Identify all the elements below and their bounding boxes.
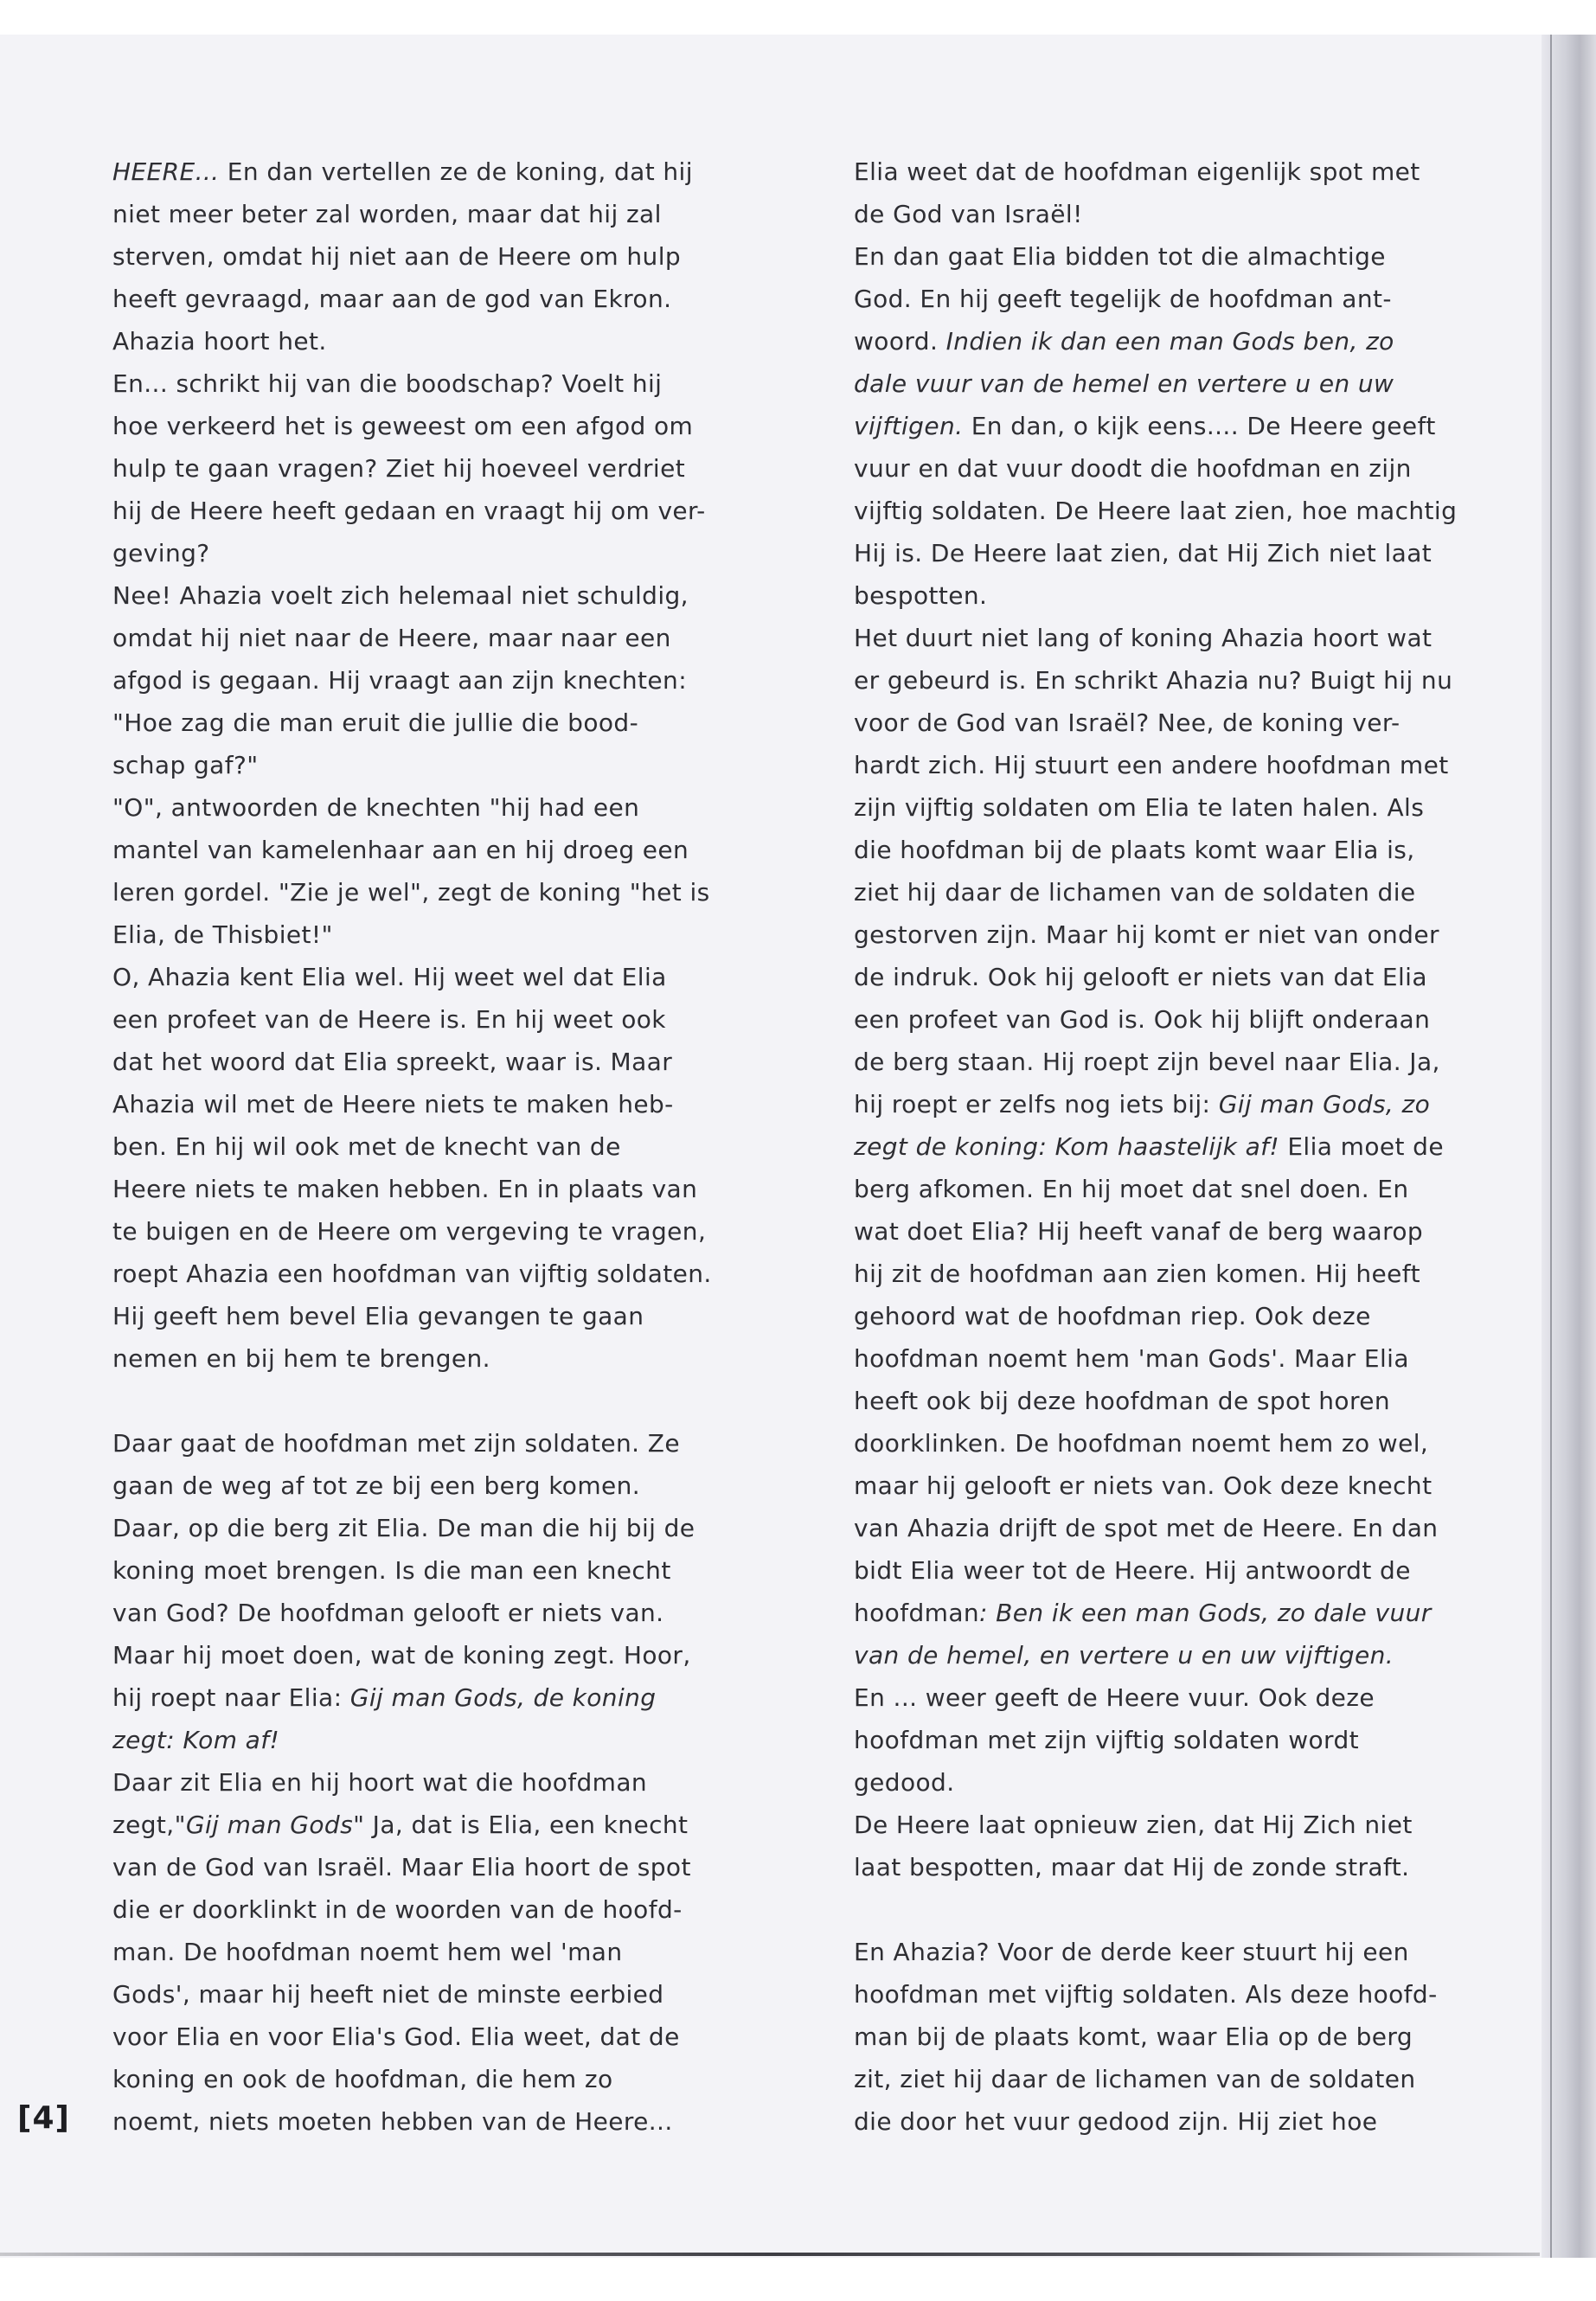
text-line (854, 1083, 1477, 1125)
paragraph-gap (854, 1888, 1477, 1931)
text-line (854, 447, 1477, 490)
text-run: afgod is gegaan. Hij vraagt aan zijn knechten: (112, 666, 688, 695)
text-run: die hoofdman bij de plaats komt waar Elia is, (854, 836, 1415, 864)
text-line (854, 1125, 1477, 1168)
text-line (854, 1168, 1477, 1210)
text-line (854, 913, 1477, 956)
text-line (112, 617, 735, 659)
text-line (112, 235, 735, 278)
text-line (112, 1676, 735, 1719)
italic-text-run: zegt de koning: Kom haastelijk af! (854, 1132, 1280, 1161)
text-run: hardt zich. Hij stuurt een andere hoofdman met (854, 751, 1449, 779)
text-run: En Ahazia? Voor de derde keer stuurt hij een (854, 1938, 1409, 1966)
italic-text-run: Gij man Gods, zo (1218, 1090, 1431, 1118)
text-line (112, 320, 735, 362)
text-line (112, 1422, 735, 1465)
text-line (854, 1719, 1477, 1761)
text-run: gehoord wat de hoofdman riep. Ook deze (854, 1302, 1371, 1330)
text-line (112, 1507, 735, 1549)
text-run: geving? (112, 539, 210, 567)
text-line (854, 2100, 1477, 2143)
text-run: En... schrikt hij van die boodschap? Voelt hij (112, 369, 663, 398)
text-line (112, 1337, 735, 1380)
text-run: die er doorklinkt in de woorden van de hoofd- (112, 1895, 683, 1924)
text-line (854, 829, 1477, 871)
text-line (854, 871, 1477, 913)
text-line (854, 702, 1477, 744)
text-line (854, 786, 1477, 829)
text-run: Elia moet de (1279, 1132, 1444, 1161)
text-run: heeft ook bij deze hoofdman de spot horen (854, 1387, 1391, 1415)
text-line (854, 1634, 1477, 1676)
text-run: Daar gaat de hoofdman met zijn soldaten. Ze (112, 1429, 680, 1458)
text-line (854, 1210, 1477, 1253)
text-line (854, 405, 1477, 447)
italic-text-run: van de hemel, en vertere u en uw vijftigen. (854, 1641, 1394, 1670)
text-line (854, 1973, 1477, 2016)
text-run: Daar, op die berg zit Elia. De man die hij bij de (112, 1514, 695, 1542)
text-run: de indruk. Ook hij gelooft er niets van dat Elia (854, 963, 1427, 991)
text-run: laat bespotten, maar dat Hij de zonde straft. (854, 1853, 1410, 1881)
text-line (112, 574, 735, 617)
text-run: De Heere laat opnieuw zien, dat Hij Zich niet (854, 1811, 1413, 1839)
text-line (854, 1846, 1477, 1888)
text-line (854, 278, 1477, 320)
text-line (112, 2058, 735, 2100)
text-line (112, 1253, 735, 1295)
text-run: noemt, niets moeten hebben van de Heere... (112, 2107, 673, 2136)
text-line (112, 998, 735, 1041)
text-run: bidt Elia weer tot de Heere. Hij antwoordt de (854, 1556, 1411, 1585)
text-line (112, 405, 735, 447)
text-run: een profeet van de Heere is. En hij weet ook (112, 1005, 666, 1034)
text-run: hoe verkeerd het is geweest om een afgod om (112, 412, 694, 440)
text-run: En dan vertellen ze de koning, dat hij (219, 157, 693, 186)
text-run: Elia weet dat de hoofdman eigenlijk spot met (854, 157, 1420, 186)
text-line (854, 1295, 1477, 1337)
text-run: schap gaf?" (112, 751, 259, 779)
text-run: man bij de plaats komt, waar Elia op de berg (854, 2022, 1413, 2051)
text-line (112, 2016, 735, 2058)
text-line (112, 871, 735, 913)
text-run: zit, ziet hij daar de lichamen van de soldaten (854, 2065, 1416, 2093)
text-run: En dan, o kijk eens.... De Heere geeft (963, 412, 1436, 440)
text-line (854, 956, 1477, 998)
text-line (112, 1846, 735, 1888)
text-line (854, 1465, 1477, 1507)
text-line (854, 1676, 1477, 1719)
text-run: roept Ahazia een hoofdman van vijftig soldaten. (112, 1259, 712, 1288)
text-line (854, 1380, 1477, 1422)
text-line (112, 362, 735, 405)
italic-text-run: Gij man Gods, de koning (349, 1683, 657, 1712)
text-line (112, 913, 735, 956)
text-line (112, 447, 735, 490)
text-run: de God van Israël! (854, 200, 1083, 228)
text-line (112, 1465, 735, 1507)
text-run: de berg staan. Hij roept zijn bevel naar Elia. Ja, (854, 1048, 1440, 1076)
text-run: dat het woord dat Elia spreekt, waar is. Maar (112, 1048, 673, 1076)
text-run: mantel van kamelenhaar aan en hij droeg een (112, 836, 689, 864)
italic-text-run: "Gij man Gods" (174, 1811, 365, 1839)
italic-text-run: : Ben ik een man Gods, zo dale vuur (979, 1599, 1432, 1627)
text-run: hoofdman met zijn vijftig soldaten wordt (854, 1726, 1360, 1754)
text-line (112, 532, 735, 574)
text-line (854, 151, 1477, 193)
text-run: ziet hij daar de lichamen van de soldaten die (854, 878, 1416, 907)
text-run: die door het vuur gedood zijn. Hij ziet hoe (854, 2107, 1378, 2136)
text-run: Ahazia hoort het. (112, 327, 327, 356)
text-line (854, 532, 1477, 574)
text-line (112, 490, 735, 532)
text-run: koning en ook de hoofdman, die hem zo (112, 2065, 613, 2093)
text-line (112, 1592, 735, 1634)
text-line (112, 1041, 735, 1083)
text-run: hij de Heere heeft gedaan en vraagt hij om ver- (112, 497, 706, 525)
text-run: Gods', maar hij heeft niet de minste eerbied (112, 1980, 664, 2009)
text-line (854, 659, 1477, 702)
right-text-column (854, 151, 1477, 2143)
text-line (112, 1888, 735, 1931)
text-run: niet meer beter zal worden, maar dat hij zal (112, 200, 662, 228)
left-text-column (112, 151, 735, 2143)
text-run: O, Ahazia kent Elia wel. Hij weet wel dat Elia (112, 963, 667, 991)
text-run: hij roept er zelfs nog iets bij: (854, 1090, 1219, 1118)
text-run: maar hij gelooft er niets van. Ook deze knecht (854, 1471, 1433, 1500)
text-run: Elia, de Thisbiet!" (112, 920, 333, 949)
text-line (854, 490, 1477, 532)
text-run: hij zit de hoofdman aan zien komen. Hij heeft (854, 1259, 1420, 1288)
text-line (112, 659, 735, 702)
text-run: heeft gevraagd, maar aan de god van Ekron. (112, 285, 672, 313)
text-run: te buigen en de Heere om vergeving te vragen, (112, 1217, 707, 1246)
text-run: wat doet Elia? Hij heeft vanaf de berg waarop (854, 1217, 1424, 1246)
text-line (854, 1507, 1477, 1549)
text-run: hulp te gaan vragen? Ziet hij hoeveel verdriet (112, 454, 686, 483)
text-run: doorklinken. De hoofdman noemt hem zo wel, (854, 1429, 1429, 1458)
text-run: er gebeurd is. En schrikt Ahazia nu? Buigt hij nu (854, 666, 1453, 695)
text-line (854, 617, 1477, 659)
text-line (112, 278, 735, 320)
text-line (112, 956, 735, 998)
italic-text-run: vijftigen. (854, 412, 964, 440)
text-run: van Ahazia drijft de spot met de Heere. En dan (854, 1514, 1439, 1542)
text-run: omdat hij niet naar de Heere, maar naar een (112, 624, 671, 652)
text-line (112, 829, 735, 871)
text-run: Hij geeft hem bevel Elia gevangen te gaan (112, 1302, 644, 1330)
text-run: Heere niets te maken hebben. En in plaats van (112, 1175, 698, 1203)
text-run: nemen en bij hem te brengen. (112, 1344, 490, 1373)
text-line (112, 151, 735, 193)
text-line (854, 1931, 1477, 1973)
text-line (112, 193, 735, 235)
text-run: Maar hij moet doen, wat de koning zegt. Hoor, (112, 1641, 691, 1670)
text-run: koning moet brengen. Is die man een knecht (112, 1556, 671, 1585)
text-run: woord. (854, 327, 946, 356)
text-line (854, 2058, 1477, 2100)
text-line (112, 1549, 735, 1592)
text-line (112, 1634, 735, 1676)
text-run: hij roept naar Elia: (112, 1683, 350, 1712)
text-run: zijn vijftig soldaten om Elia te laten halen. Als (854, 793, 1425, 822)
text-line (854, 1422, 1477, 1465)
text-run: En dan gaat Elia bidden tot die almachtige (854, 242, 1386, 271)
italic-text-run: HEERE... (112, 157, 220, 186)
text-run: ben. En hij wil ook met de knecht van de (112, 1132, 621, 1161)
bottom-edge-rule (0, 2253, 1540, 2256)
text-line (112, 1973, 735, 2016)
text-run: leren gordel. "Zie je wel", zegt de koning "het is (112, 878, 710, 907)
text-run: "Hoe zag die man eruit die jullie die bood- (112, 708, 639, 737)
text-run: gedood. (854, 1768, 955, 1797)
text-line (854, 1253, 1477, 1295)
text-run: hoofdman (854, 1599, 980, 1627)
text-run: vijftig soldaten. De Heere laat zien, hoe machtig (854, 497, 1458, 525)
text-line (112, 2100, 735, 2143)
text-run: vuur en dat vuur doodt die hoofdman en zijn (854, 454, 1412, 483)
text-line (112, 1719, 735, 1761)
text-line (854, 320, 1477, 362)
text-run: Ja, dat is Elia, een knecht (364, 1811, 689, 1839)
text-line (854, 1549, 1477, 1592)
paragraph-gap (112, 1380, 735, 1422)
text-line (854, 744, 1477, 786)
text-run: hoofdman noemt hem 'man Gods'. Maar Elia (854, 1344, 1409, 1373)
text-line (854, 193, 1477, 235)
text-run: Hij is. De Heere laat zien, dat Hij Zich niet laat (854, 539, 1433, 567)
text-run: hoofdman met vijftig soldaten. Als deze hoofd- (854, 1980, 1438, 2009)
text-line (854, 1592, 1477, 1634)
text-run: van de God van Israël. Maar Elia hoort de spot (112, 1853, 691, 1881)
italic-text-run: Indien ik dan een man Gods ben, zo (945, 327, 1394, 356)
text-run: "O", antwoorden de knechten "hij had een (112, 793, 640, 822)
text-line (854, 1337, 1477, 1380)
text-run: sterven, omdat hij niet aan de Heere om hulp (112, 242, 682, 271)
text-line (854, 362, 1477, 405)
text-line (112, 1761, 735, 1804)
text-run: bespotten. (854, 581, 988, 610)
italic-text-run: zegt: Kom af! (112, 1726, 280, 1754)
text-line (854, 2016, 1477, 2058)
text-run: Het duurt niet lang of koning Ahazia hoort wat (854, 624, 1433, 652)
text-run: berg afkomen. En hij moet dat snel doen. En (854, 1175, 1409, 1203)
text-run: voor Elia en voor Elia's God. Elia weet, dat de (112, 2022, 680, 2051)
text-line (854, 1804, 1477, 1846)
text-line (112, 744, 735, 786)
text-run: man. De hoofdman noemt hem wel 'man (112, 1938, 623, 1966)
text-line (112, 786, 735, 829)
spine-fold-line (1550, 35, 1552, 2258)
text-run: Nee! Ahazia voelt zich helemaal niet schuldig, (112, 581, 689, 610)
text-line (112, 1931, 735, 1973)
text-line (112, 1083, 735, 1125)
text-run: gaan de weg af tot ze bij een berg komen. (112, 1471, 641, 1500)
text-line (112, 702, 735, 744)
text-line (854, 1041, 1477, 1083)
text-run: zegt, (112, 1811, 175, 1839)
text-line (854, 235, 1477, 278)
text-run: van God? De hoofdman gelooft er niets van. (112, 1599, 664, 1627)
text-line (854, 998, 1477, 1041)
italic-text-run: dale vuur van de hemel en vertere u en uw (854, 369, 1394, 398)
text-line (112, 1210, 735, 1253)
text-run: voor de God van Israël? Nee, de koning ver- (854, 708, 1401, 737)
text-run: een profeet van God is. Ook hij blijft onderaan (854, 1005, 1431, 1034)
text-run: God. En hij geeft tegelijk de hoofdman ant- (854, 285, 1392, 313)
text-line (854, 574, 1477, 617)
text-line (112, 1804, 735, 1846)
text-line (112, 1168, 735, 1210)
page-number: [4] (17, 2100, 70, 2136)
text-run: gestorven zijn. Maar hij komt er niet van onder (854, 920, 1439, 949)
text-run: Ahazia wil met de Heere niets te maken heb- (112, 1090, 674, 1118)
text-run: En ... weer geeft de Heere vuur. Ook deze (854, 1683, 1375, 1712)
text-line (854, 1761, 1477, 1804)
text-line (112, 1295, 735, 1337)
text-line (112, 1125, 735, 1168)
text-run: Daar zit Elia en hij hoort wat die hoofdman (112, 1768, 648, 1797)
